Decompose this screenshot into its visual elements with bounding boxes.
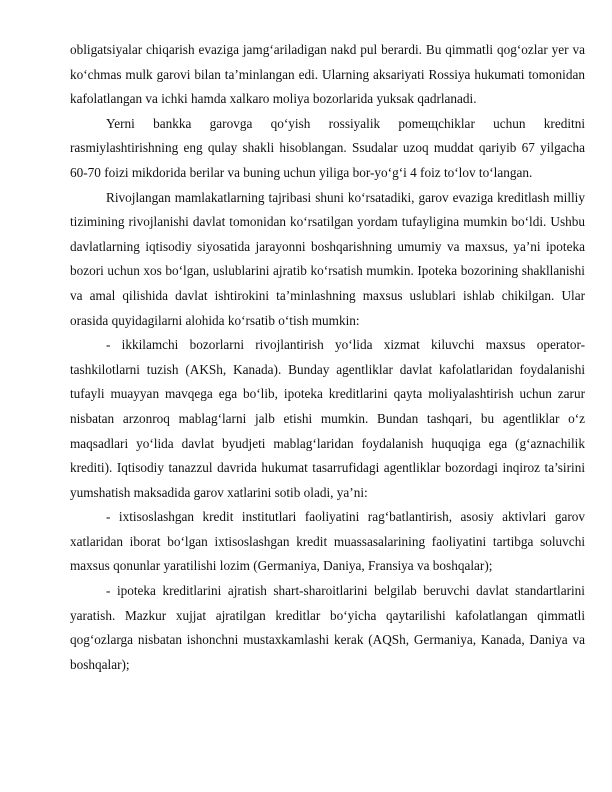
- paragraph-5: - ixtisoslashgan kredit institutlari faoliyatini rag‘batlantirish, asosiy aktivlari garov xatlaridan iborat bo‘lgan ixtisoslashgan kredit muassasalarining faoliyatini tartibga soluvchi maxsus qonunlar yaratilishi lozim (Germaniya, Daniya, Fransiya va boshqalar);: [70, 509, 585, 574]
- paragraph-3: Rivojlangan mamlakatlarning tajribasi shuni ko‘rsatadiki, garov evaziga kreditlash milliy tizimining rivojlanishi davlat tomonidan ko‘rsatilgan yordam tufayligina mumkin bo‘ldi. Ushbu davlatlarning iqtisodiy siyosatida jarayonni boshqarishning umumiy va maxsus, ya’ni ipoteka bozori uchun xos bo‘lgan, uslublarini ajratib ko‘rsatish mumkin. Ipoteka bozorining shakllanishi va amal qilishida davlat ishtirokini ta’minlashning maxsus uslublari ishlab chikilgan. Ular orasida quyidagilarni alohida ko‘rsatib o‘tish mumkin:: [70, 189, 585, 328]
- paragraph-4: - ikkilamchi bozorlarni rivojlantirish yo‘lida xizmat kiluvchi maxsus operator-tashkilotlarni tuzish (AKSh, Kanada). Bunday agentliklar davlat kafolatlaridan foydalanishi tufayli muayyan mavqega ega bo‘lib, ipoteka kreditlarini qayta moliyalashtirish uchun zarur nisbatan arzonroq mablag‘larni jalb etishi mumkin. Bundan tashqari, bu agentliklar o‘z maqsadlari yo‘lida davlat byudjeti mablag‘laridan foydalanish huquqiga ega (g‘aznachilik krediti). Iqtisodiy tanazzul davrida hukumat tasarrufidagi agentliklar bozordagi inqiroz ta’sirini yumshatish maksadida garov xatlarini sotib oladi, ya’ni:: [70, 337, 585, 500]
- paragraph-1: obligatsiyalar chiqarish evaziga jamg‘ariladigan nakd pul berardi. Bu qimmatli qog‘ozlar yer va ko‘chmas mulk garovi bilan ta’minlangan edi. Ularning aksariyati Rossiya hukumati tomonidan kafolatlangan va ichki hamda xalkaro moliya bozorlarida yuksak qadrlanadi.: [70, 42, 585, 107]
- document-page: [70, 38, 585, 677]
- paragraph-6: - ipoteka kreditlarini ajratish shart-sharoitlarini belgilab beruvchi davlat standartlarini yaratish. Mazkur xujjat ajratilgan kreditlar bo‘yicha qaytarilishi kafolatlangan qimmatli qog‘ozlarga nisbatan ishonchni mustaxkamlashi kerak (AQSh, Germaniya, Kanada, Daniya va boshqalar);: [70, 583, 585, 672]
- paragraph-2: Yerni bankka garovga qo‘yish rossiyalik pomeщchiklar uchun kreditni rasmiylashtirishning eng qulay shakli hisoblangan. Ssudalar uzoq muddat qariyib 67 yilgacha 60-70 foizi mikdorida berilar va buning uchun yiliga bor-yo‘g‘i 4 foiz to‘lov to‘langan.: [70, 115, 585, 180]
